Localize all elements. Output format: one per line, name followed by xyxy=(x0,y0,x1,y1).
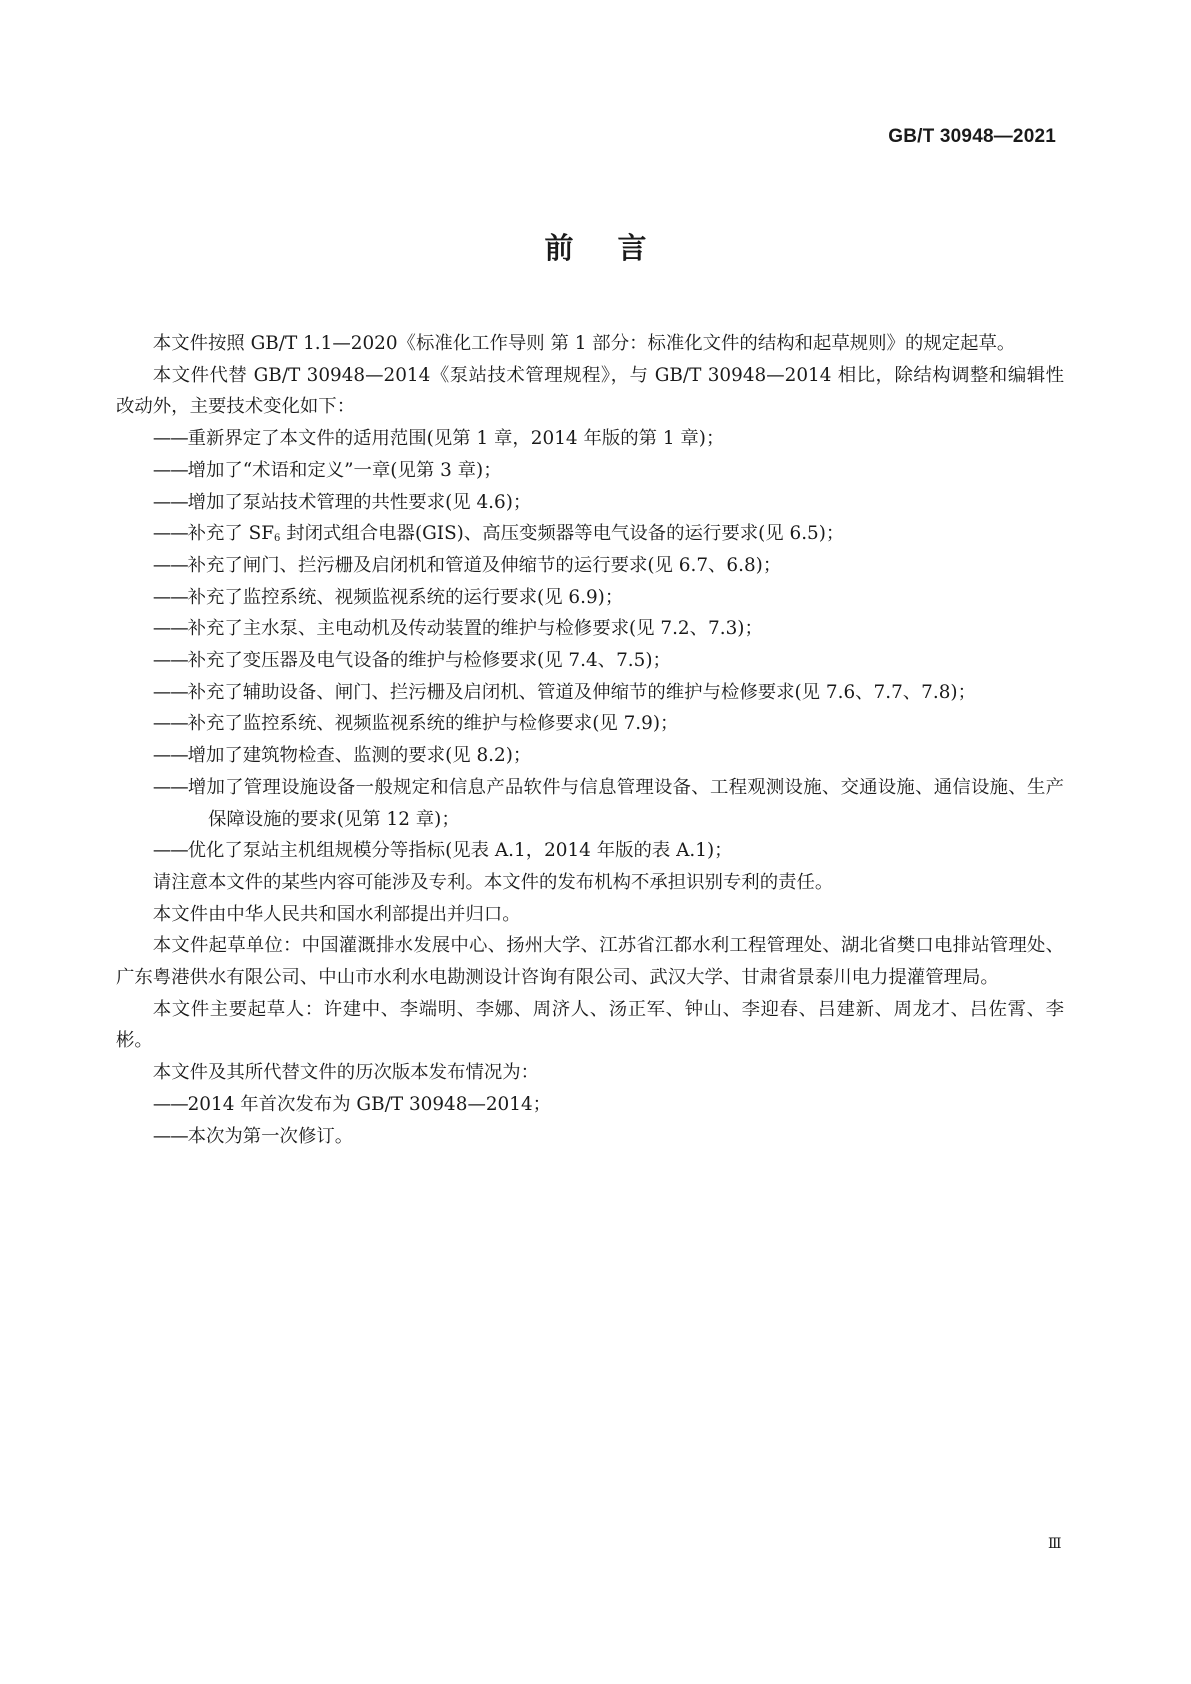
list-item xyxy=(116,455,1064,487)
list-item-text: 补充了辅助设备、闸门、拦污栅及启闭机、管道及伸缩节的维护与检修要求(见 7.6、7.7、7.8)； xyxy=(187,681,976,703)
list-item-text-post: 封闭式组合电器(GIS)、高压变频器等电气设备的运行要求(见 6.5)； xyxy=(280,523,845,545)
subscript: 6 xyxy=(273,533,281,545)
dash: —— xyxy=(152,618,188,640)
list-item xyxy=(116,645,1064,677)
list-item-text: 增加了建筑物检查、监测的要求(见 8.2)； xyxy=(187,745,532,767)
list-item xyxy=(116,835,1064,867)
dash: —— xyxy=(152,1093,188,1115)
history-list xyxy=(116,1089,1064,1152)
list-item xyxy=(116,423,1064,455)
paragraph-drafting-units: 本文件起草单位：中国灌溉排水发展中心、扬州大学、江苏省江都水利工程管理处、湖北省樊口电排站管理处、广东粤港供水有限公司、中山市水利水电勘测设计咨询有限公司、武汉大学、甘肃省景泰川电力提灌管理局。 xyxy=(116,935,1064,989)
list-item-text: 补充了监控系统、视频监视系统的运行要求(见 6.9)； xyxy=(187,586,624,608)
list-item-text: 增加了泵站技术管理的共性要求(见 4.6)； xyxy=(187,491,532,513)
list-item xyxy=(116,487,1064,519)
dash: —— xyxy=(152,776,188,798)
paragraph-patent-notice: 请注意本文件的某些内容可能涉及专利。本文件的发布机构不承担识别专利的责任。 xyxy=(152,871,834,893)
list-item-text: 增加了管理设施设备一般规定和信息产品软件与信息管理设备、工程观测设施、交通设施、通信设施、生产保障设施的要求(见第 12 章)； xyxy=(187,776,1064,830)
document-body xyxy=(116,328,1064,1152)
list-item xyxy=(116,740,1064,772)
list-item xyxy=(116,613,1064,645)
list-item-text: 增加了“术语和定义”一章(见第 3 章)； xyxy=(187,459,502,481)
dash: —— xyxy=(152,745,188,767)
list-item-text: 优化了泵站主机组规模分等指标(见表 A.1，2014 年版的表 A.1)； xyxy=(187,840,733,862)
dash: —— xyxy=(152,554,188,576)
list-item xyxy=(116,1121,1064,1153)
paragraph-history-intro: 本文件及其所代替文件的历次版本发布情况为： xyxy=(152,1062,540,1084)
dash: —— xyxy=(152,681,188,703)
paragraph-proposer: 本文件由中华人民共和国水利部提出并归口。 xyxy=(152,903,521,925)
list-item xyxy=(116,1089,1064,1121)
dash: —— xyxy=(152,840,188,862)
list-item xyxy=(116,518,1064,550)
dash: —— xyxy=(152,491,188,513)
changes-list xyxy=(116,423,1064,867)
list-item xyxy=(116,772,1064,835)
list-item-text: 重新界定了本文件的适用范围(见第 1 章，2014 年版的第 1 章)； xyxy=(187,428,725,450)
dash: —— xyxy=(152,523,188,545)
page-number: Ⅲ xyxy=(1047,1536,1061,1552)
list-item-text: 补充了变压器及电气设备的维护与检修要求(见 7.4、7.5)； xyxy=(187,650,671,672)
list-item-text: 补充了闸门、拦污栅及启闭机和管道及伸缩节的运行要求(见 6.7、6.8)； xyxy=(187,554,782,576)
dash: —— xyxy=(152,1125,188,1147)
dash: —— xyxy=(152,459,188,481)
list-item-text: 本次为第一次修订。 xyxy=(187,1125,354,1147)
dash: —— xyxy=(152,713,188,735)
list-item-text: 2014 年首次发布为 GB/T 30948—2014； xyxy=(187,1093,552,1115)
paragraph-drafters: 本文件主要起草人：许建中、李端明、李娜、周济人、汤正军、钟山、李迎春、吕建新、周龙才、吕佐霄、李彬。 xyxy=(116,998,1064,1052)
list-item xyxy=(116,550,1064,582)
list-item xyxy=(116,708,1064,740)
dash: —— xyxy=(152,428,188,450)
dash: —— xyxy=(152,586,188,608)
list-item-text: 补充了监控系统、视频监视系统的维护与检修要求(见 7.9)； xyxy=(187,713,679,735)
list-item-text: 补充了主水泵、主电动机及传动装置的维护与检修要求(见 7.2、7.3)； xyxy=(187,618,763,640)
page-title: 前言 xyxy=(544,231,691,265)
standard-code: GB/T 30948—2021 xyxy=(888,126,1056,147)
dash: —— xyxy=(152,650,188,672)
paragraph-basis: 本文件按照 GB/T 1.1—2020《标准化工作导则 第 1 部分：标准化文件的结构和起草规则》的规定起草。 xyxy=(152,333,1016,354)
list-item xyxy=(116,677,1064,709)
paragraph-replacement: 本文件代替 GB/T 30948—2014《泵站技术管理规程》，与 GB/T 30948—2014 相比，除结构调整和编辑性改动外，主要技术变化如下： xyxy=(116,364,1064,418)
list-item xyxy=(116,582,1064,614)
list-item-text-pre: 补充了 SF xyxy=(187,523,274,545)
